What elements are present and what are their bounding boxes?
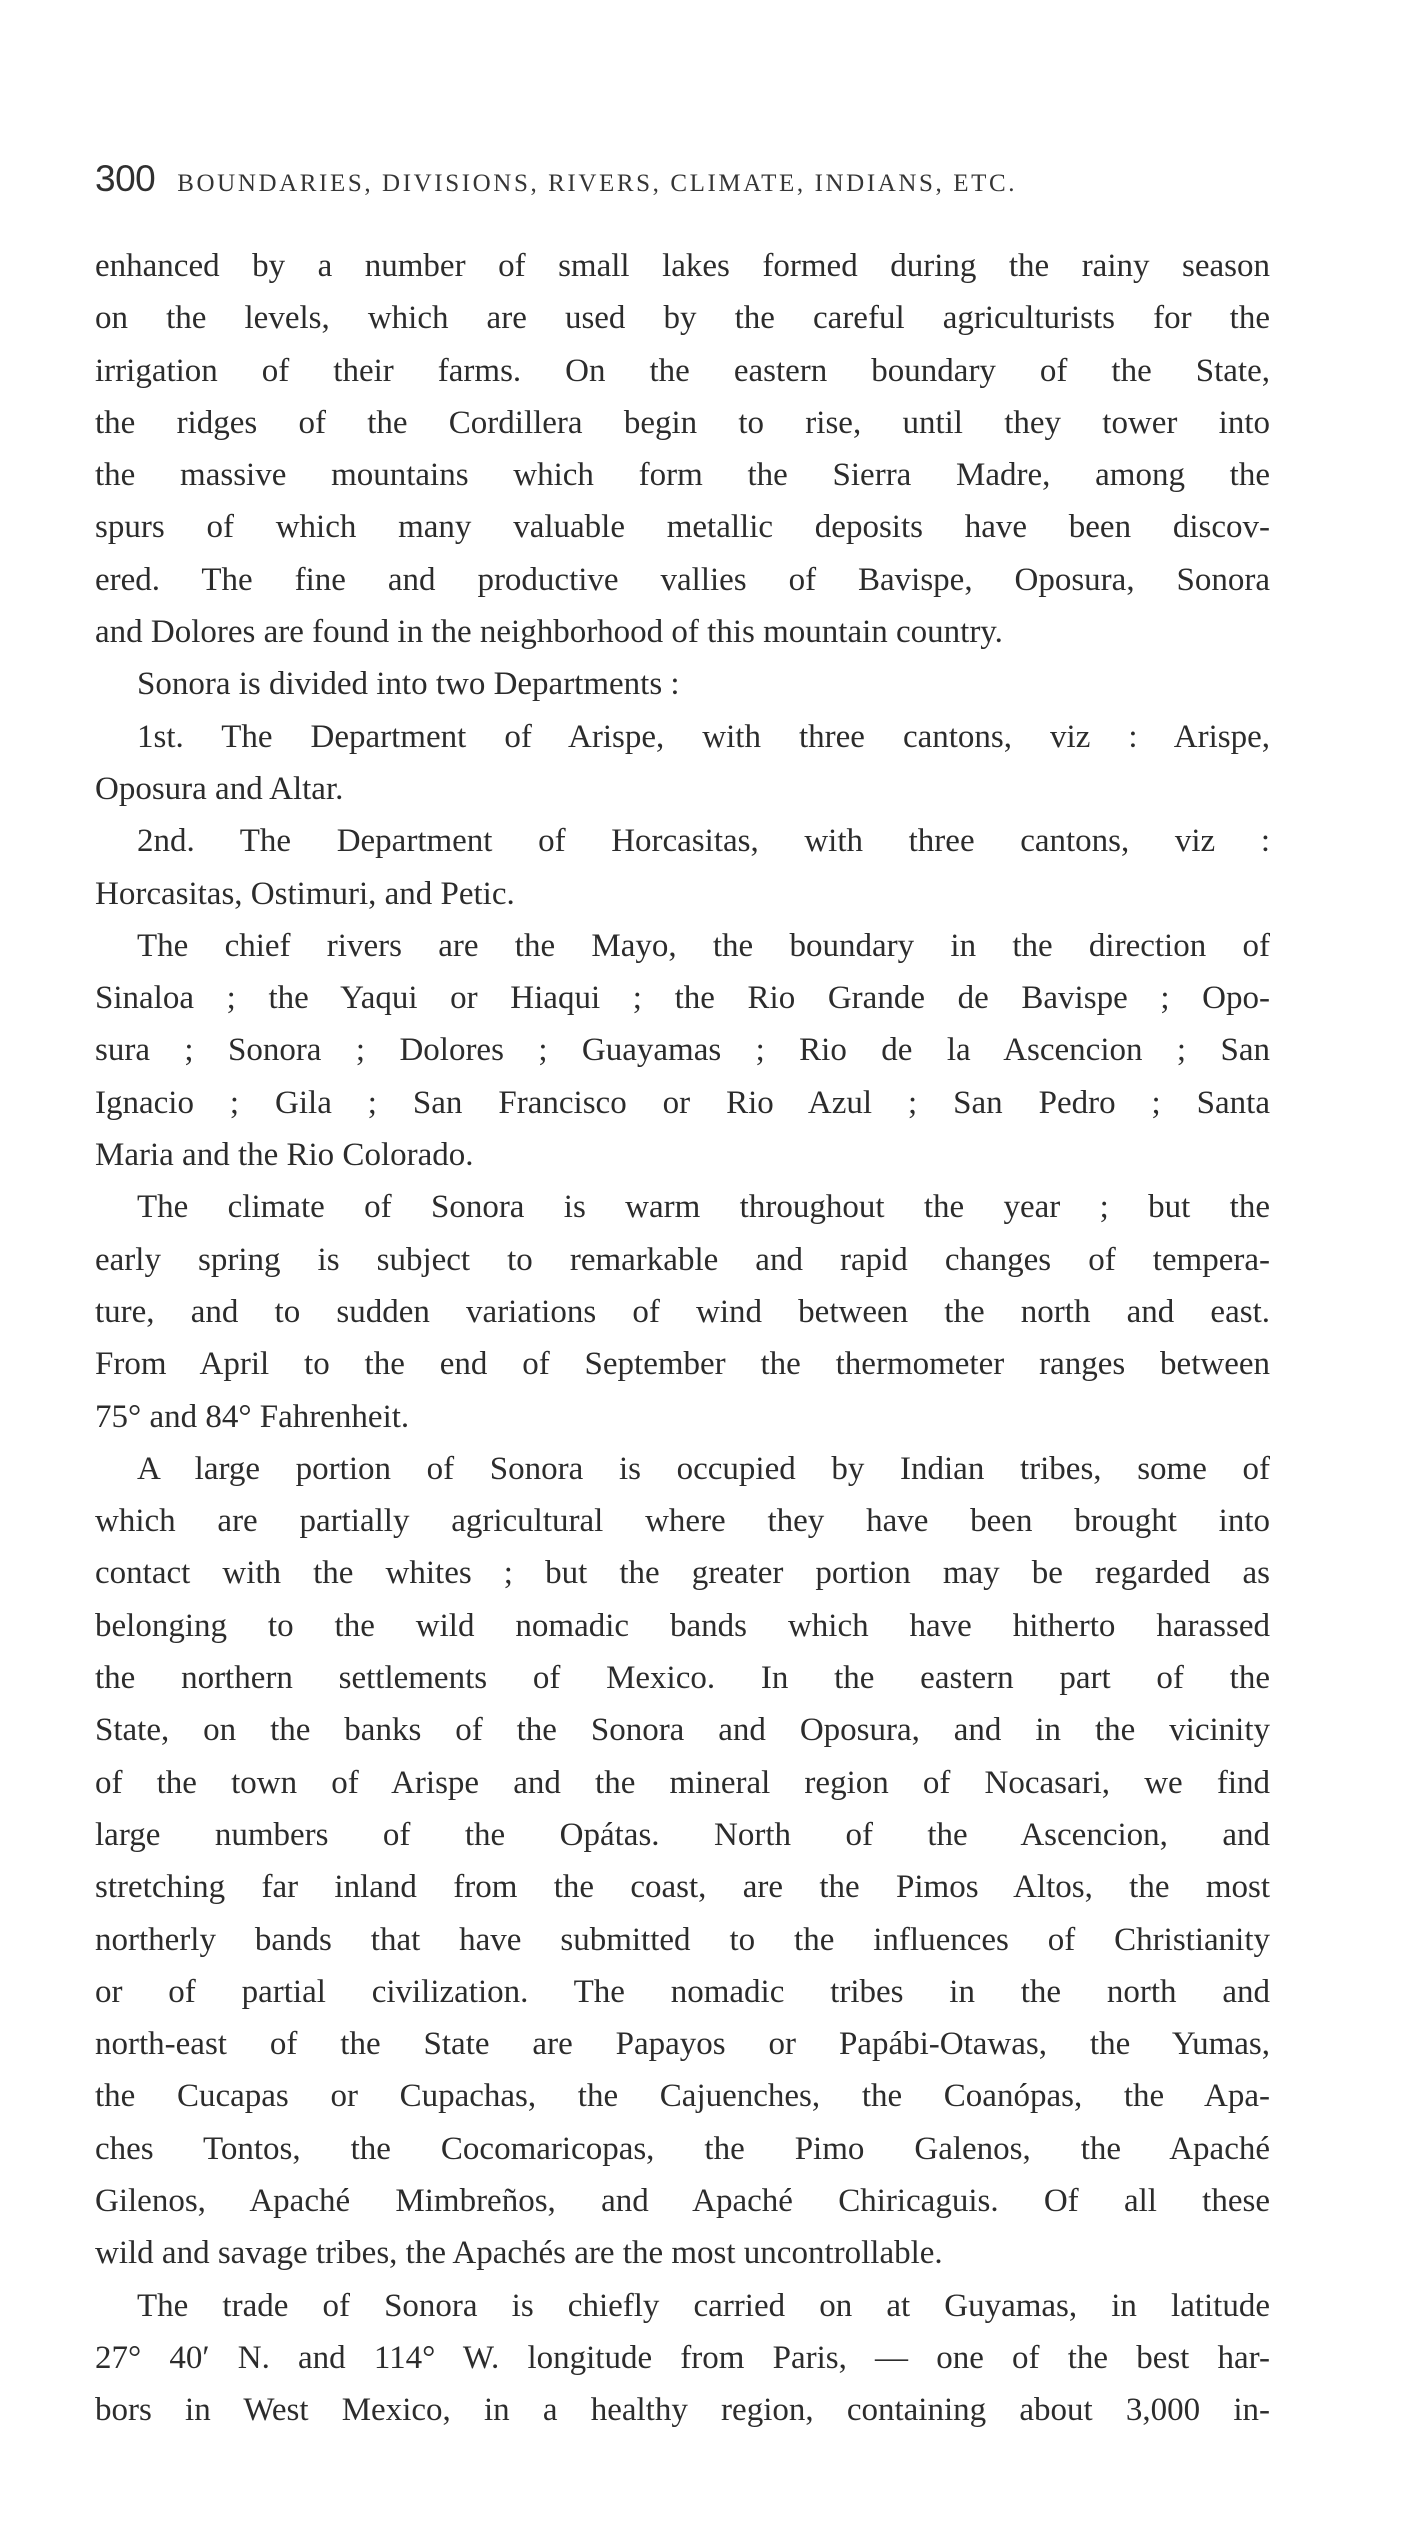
text-line: ches Tontos, the Cocomaricopas, the Pimo Galenos, the Apaché (95, 2130, 1270, 2167)
text-line: spurs of which many valuable metallic deposits have been discov- (95, 509, 1270, 546)
text-line: wild and savage tribes, the Apachés are the most uncontrollable. (95, 2235, 943, 2272)
running-title: BOUNDARIES, DIVISIONS, RIVERS, CLIMATE, INDIANS, ETC. (177, 170, 1018, 197)
text-line: ered. The fine and productive vallies of Bavispe, Oposura, Sonora (95, 561, 1270, 598)
text-line: Sonora is divided into two Departments : (137, 666, 680, 703)
text-line: the massive mountains which form the Sierra Madre, among the (95, 457, 1270, 494)
text-line: irrigation of their farms. On the eastern boundary of the State, (95, 352, 1270, 389)
text-line: Sinaloa ; the Yaqui or Hiaqui ; the Rio Grande de Bavispe ; Opo- (95, 980, 1270, 1017)
text-line: the northern settlements of Mexico. In the eastern part of the (95, 1660, 1270, 1697)
text-line: and Dolores are found in the neighborhood of this mountain country. (95, 614, 1003, 651)
text-line: which are partially agricultural where they have been brought into (95, 1503, 1270, 1540)
text-line: Maria and the Rio Colorado. (95, 1137, 474, 1174)
text-line: 2nd. The Department of Horcasitas, with three cantons, viz : (137, 823, 1270, 860)
text-line: The chief rivers are the Mayo, the boundary in the direction of (137, 927, 1270, 964)
text-line: stretching far inland from the coast, are the Pimos Altos, the most (95, 1869, 1270, 1906)
text-line: 75° and 84° Fahrenheit. (95, 1398, 410, 1435)
text-line: A large portion of Sonora is occupied by Indian tribes, some of (137, 1450, 1270, 1487)
page-number: 300 (95, 158, 156, 199)
text-line: north-east of the State are Papayos or Papábi-Otawas, the Yumas, (95, 2026, 1270, 2063)
text-line: large numbers of the Opátas. North of the Ascencion, and (95, 1816, 1270, 1853)
text-line: of the town of Arispe and the mineral region of Nocasari, we find (95, 1764, 1270, 1801)
text-line: Ignacio ; Gila ; San Francisco or Rio Azul ; San Pedro ; Santa (95, 1084, 1270, 1121)
text-line: State, on the banks of the Sonora and Oposura, and in the vicinity (95, 1712, 1270, 1749)
text-line: The trade of Sonora is chiefly carried on at Guyamas, in latitude (137, 2287, 1270, 2324)
text-line: Horcasitas, Ostimuri, and Petic. (95, 875, 515, 912)
text-line: or of partial civilization. The nomadic tribes in the north and (95, 1973, 1270, 2010)
text-line: early spring is subject to remarkable and rapid changes of tempera- (95, 1241, 1270, 1278)
text-line: the Cucapas or Cupachas, the Cajuenches, the Coanópas, the Apa- (95, 2078, 1270, 2115)
body-text (95, 240, 1270, 2436)
text-line: Oposura and Altar. (95, 770, 344, 807)
text-line: 1st. The Department of Arispe, with three cantons, viz : Arispe, (137, 718, 1270, 755)
text-line: The climate of Sonora is warm throughout the year ; but the (137, 1189, 1270, 1226)
text-line: Gilenos, Apaché Mimbreños, and Apaché Chiricaguis. Of all these (95, 2182, 1270, 2219)
text-line: enhanced by a number of small lakes formed during the rainy season (95, 248, 1270, 284)
text-line: contact with the whites ; but the greater portion may be regarded as (95, 1555, 1270, 1592)
text-line: bors in West Mexico, in a healthy region, containing about 3,000 in- (95, 2392, 1270, 2429)
text-line: belonging to the wild nomadic bands which have hitherto harassed (95, 1607, 1270, 1644)
text-line: ture, and to sudden variations of wind between the north and east. (95, 1293, 1270, 1330)
text-line: northerly bands that have submitted to the influences of Christianity (95, 1921, 1270, 1958)
text-line: sura ; Sonora ; Dolores ; Guayamas ; Rio de la Ascencion ; San (95, 1032, 1270, 1069)
text-line: From April to the end of September the thermometer ranges between (95, 1346, 1270, 1383)
text-line: on the levels, which are used by the careful agriculturists for the (95, 300, 1270, 337)
text-line: the ridges of the Cordillera begin to rise, until they tower into (95, 404, 1270, 441)
text-line: 27° 40′ N. and 114° W. longitude from Paris, — one of the best har- (95, 2339, 1270, 2376)
running-head (95, 158, 1275, 200)
